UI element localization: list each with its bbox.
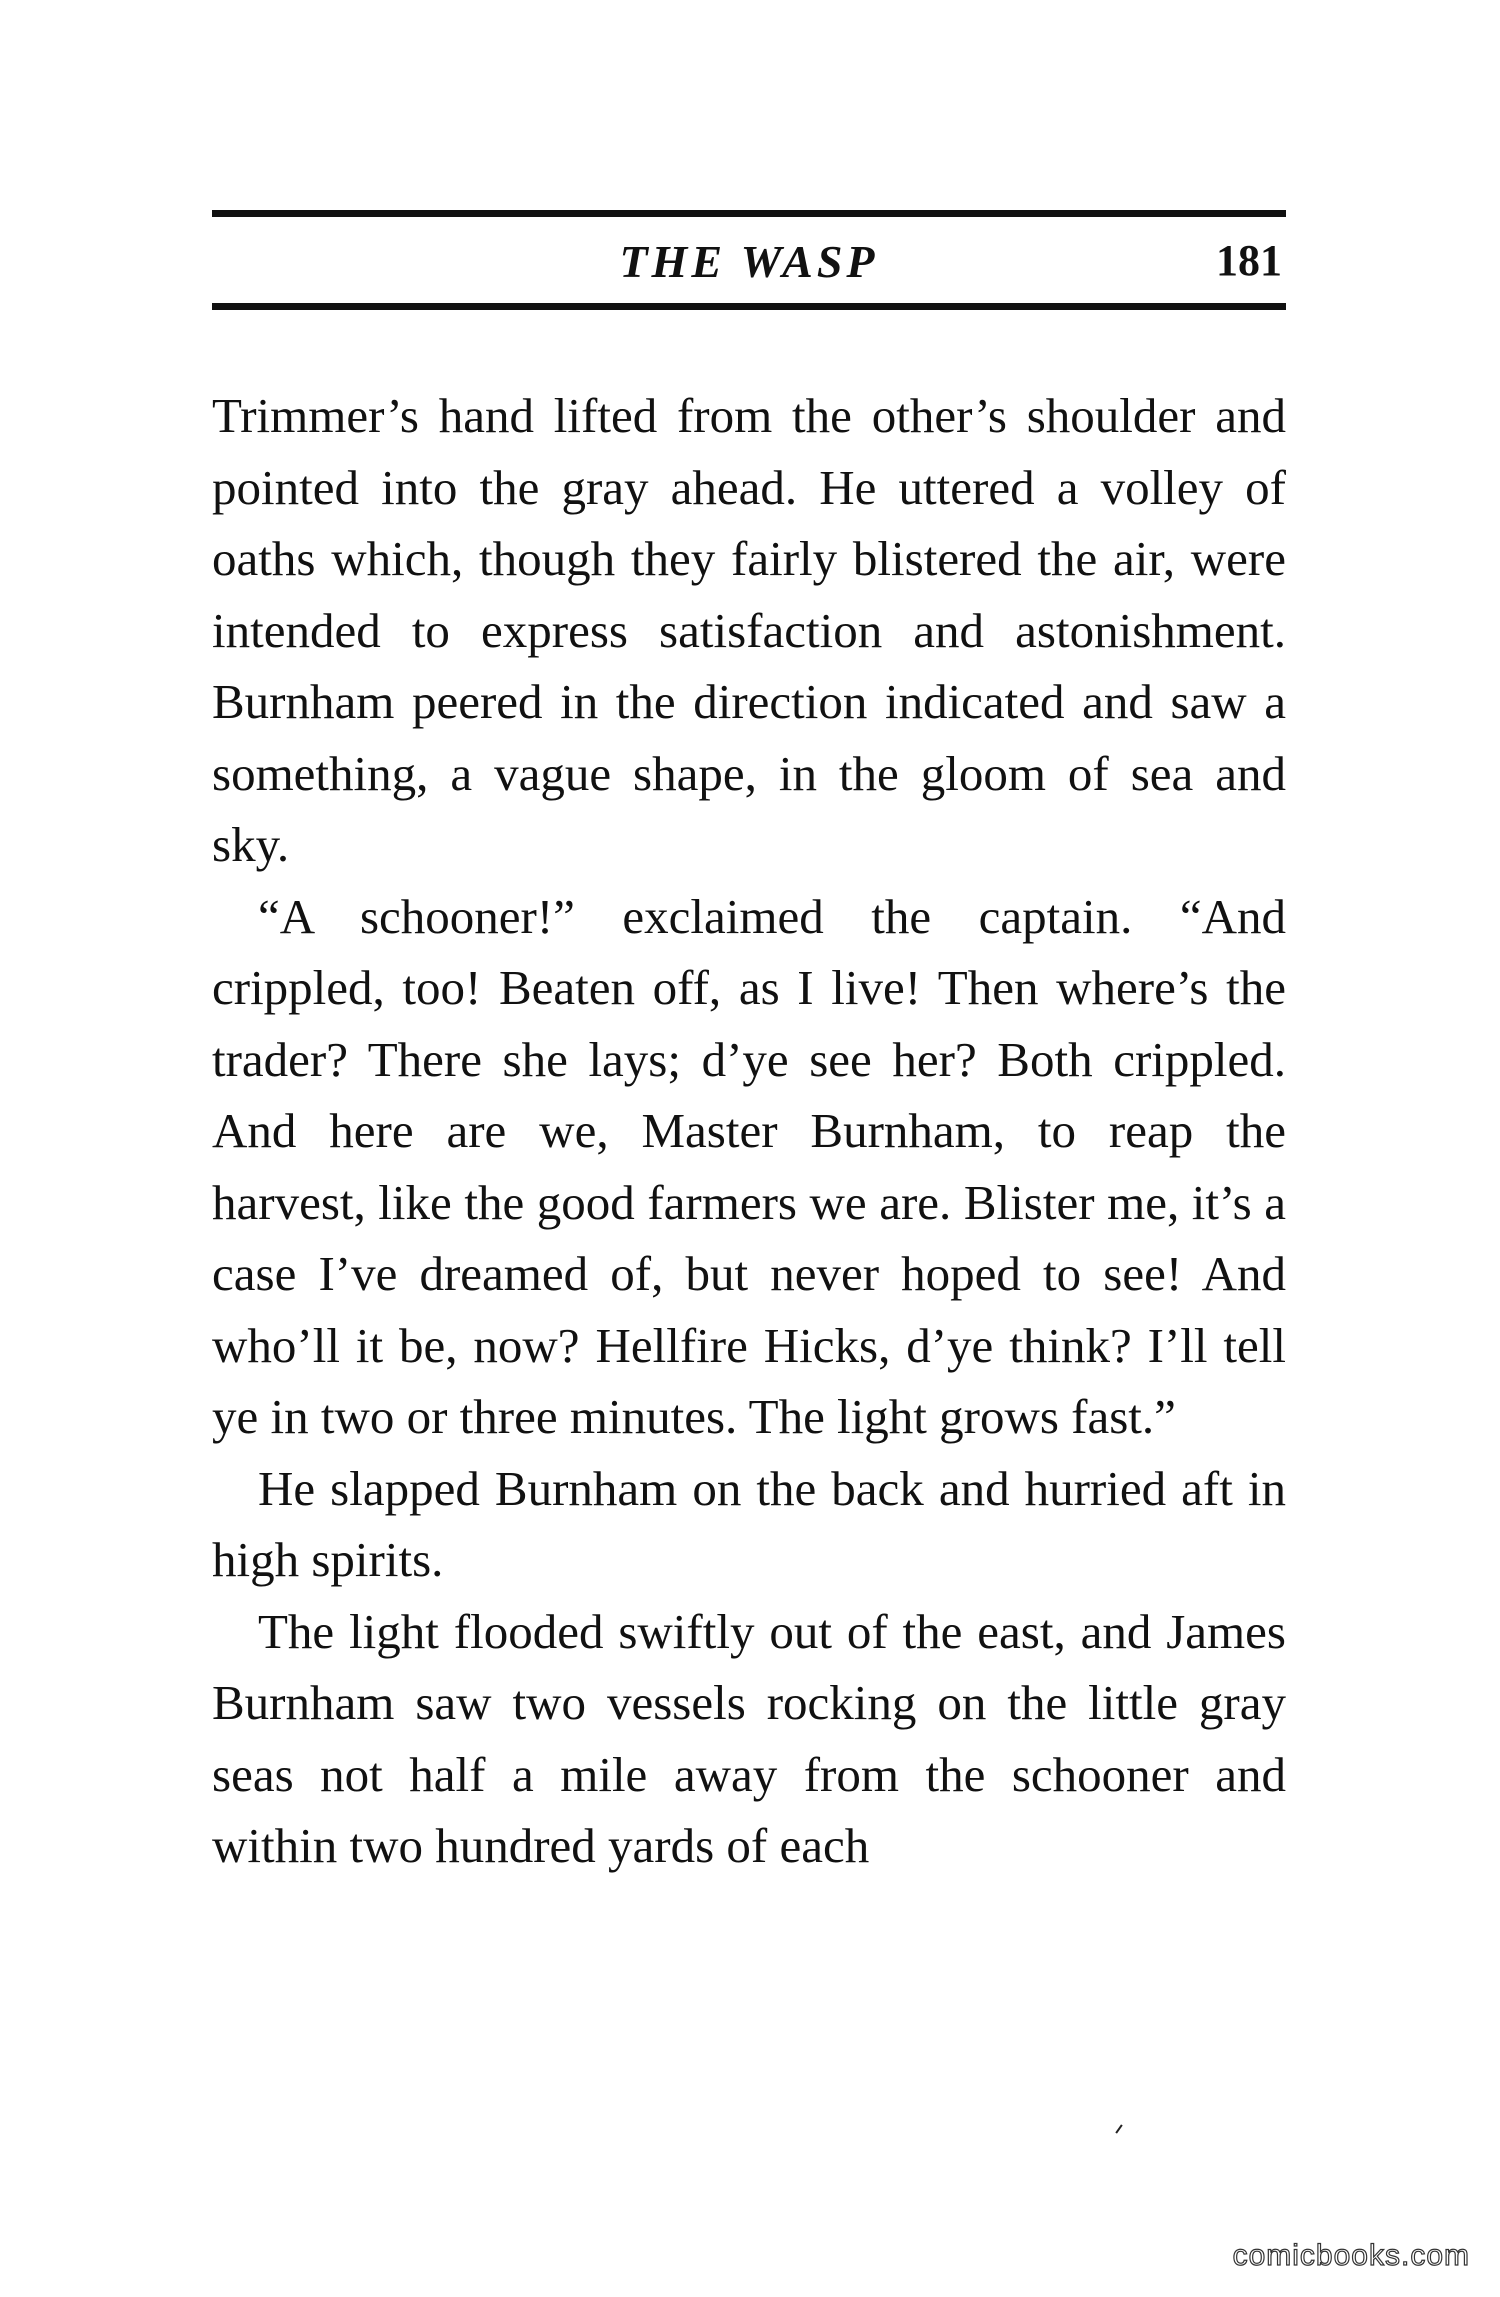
running-head-row <box>212 217 1286 303</box>
paragraph-4: The light flooded swiftly out of the east, and James Burnham saw two vessels rocking on the little gray seas not half a mile away from the schooner and within two hundred yards of each <box>212 1603 1286 1873</box>
body-text <box>212 380 1286 1882</box>
paragraph-2: “A schooner!” exclaimed the captain. “And crippled, too! Beaten off, as I live! Then where’s the trader? There she lays; d’ye see her? Both crippled. And here are we, Master Burnham, to reap the harvest, like the good farmers we are. Blister me, it’s a case I’ve dreamed of, but never hoped to see! And who’ll it be, now? Hellfire Hicks, d’ye think? I’ll tell ye in two or three minutes. The light grows fast.” <box>212 888 1286 1444</box>
bottom-rule <box>212 303 1286 310</box>
running-head-title: THE WASP <box>619 236 879 287</box>
running-head <box>212 210 1286 310</box>
stray-mark <box>1115 2124 1122 2133</box>
watermark: comicbooks.com <box>1232 2239 1470 2272</box>
top-rule <box>212 210 1286 217</box>
paragraph-3: He slapped Burnham on the back and hurried aft in high spirits. <box>212 1460 1286 1587</box>
paragraph-1: Trimmer’s hand lifted from the other’s shoulder and pointed into the gray ahead. He uttered a volley of oaths which, though they fairly blistered the air, were intended to express satisfaction and astonishment. Burnham peered in the direction indicated and saw a something, a vague shape, in the gloom of sea and sky. <box>212 388 1286 872</box>
page-number: 181 <box>1216 236 1282 285</box>
